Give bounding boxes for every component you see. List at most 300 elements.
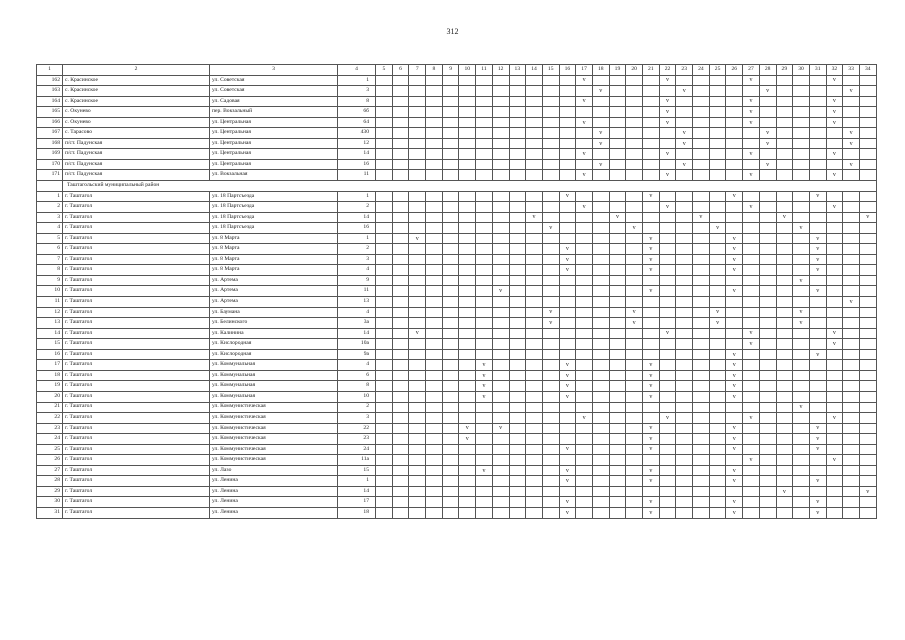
empty-cell [409, 318, 426, 329]
empty-cell [726, 212, 743, 223]
house-number: 11 [338, 286, 376, 297]
empty-cell [659, 434, 676, 445]
table-row [37, 117, 877, 128]
table-row [37, 244, 877, 255]
empty-cell [509, 149, 526, 160]
table-row [37, 202, 877, 213]
empty-cell [542, 328, 559, 339]
empty-cell [592, 507, 609, 518]
empty-cell [526, 275, 543, 286]
empty-cell [592, 423, 609, 434]
empty-cell [709, 265, 726, 276]
empty-cell [442, 297, 459, 308]
empty-cell [392, 212, 409, 223]
house-number: 14 [338, 212, 376, 223]
empty-cell [859, 455, 876, 466]
empty-cell [376, 265, 393, 276]
check-mark: v [476, 370, 493, 381]
empty-cell [442, 191, 459, 202]
empty-cell [809, 402, 826, 413]
empty-cell [626, 128, 643, 139]
table-row [37, 391, 877, 402]
table-row [37, 455, 877, 466]
empty-cell [442, 486, 459, 497]
empty-cell [693, 349, 710, 360]
empty-cell [576, 159, 593, 170]
empty-cell [409, 191, 426, 202]
row-number: 27 [37, 465, 63, 476]
empty-cell [542, 476, 559, 487]
empty-cell [442, 413, 459, 424]
check-mark: v [726, 244, 743, 255]
empty-cell [459, 455, 476, 466]
empty-cell [826, 349, 843, 360]
empty-cell [659, 128, 676, 139]
empty-cell [559, 159, 576, 170]
check-mark: v [592, 86, 609, 97]
empty-cell [776, 265, 793, 276]
street: ул. Советская [210, 75, 338, 86]
empty-cell [809, 318, 826, 329]
street: ул. Ленина [210, 497, 338, 508]
empty-cell [776, 370, 793, 381]
empty-cell [743, 265, 760, 276]
street: ул. Коммунистическая [210, 413, 338, 424]
empty-cell [442, 286, 459, 297]
empty-cell [459, 307, 476, 318]
check-mark: v [476, 465, 493, 476]
empty-cell [776, 360, 793, 371]
empty-cell [509, 486, 526, 497]
empty-cell [826, 402, 843, 413]
house-number: 64 [338, 117, 376, 128]
empty-cell [526, 318, 543, 329]
empty-cell [426, 444, 443, 455]
empty-cell [843, 75, 860, 86]
empty-cell [476, 444, 493, 455]
empty-cell [843, 149, 860, 160]
empty-cell [592, 286, 609, 297]
empty-cell [809, 159, 826, 170]
empty-cell [542, 233, 559, 244]
empty-cell [693, 476, 710, 487]
check-mark: v [659, 149, 676, 160]
empty-cell [509, 86, 526, 97]
empty-cell [693, 339, 710, 350]
empty-cell [859, 307, 876, 318]
empty-cell [509, 360, 526, 371]
empty-cell [626, 339, 643, 350]
empty-cell [676, 444, 693, 455]
empty-cell [709, 202, 726, 213]
empty-cell [459, 107, 476, 118]
check-mark: v [643, 254, 660, 265]
empty-cell [492, 149, 509, 160]
empty-cell [693, 244, 710, 255]
empty-cell [576, 265, 593, 276]
empty-cell [392, 275, 409, 286]
empty-cell [776, 149, 793, 160]
empty-cell [492, 233, 509, 244]
empty-cell [609, 391, 626, 402]
empty-cell [409, 275, 426, 286]
empty-cell [492, 191, 509, 202]
empty-cell [709, 286, 726, 297]
empty-cell [859, 507, 876, 518]
empty-cell [626, 370, 643, 381]
empty-cell [759, 434, 776, 445]
empty-cell [509, 497, 526, 508]
column-header: 34 [859, 65, 876, 76]
empty-cell [826, 233, 843, 244]
empty-cell [442, 254, 459, 265]
empty-cell [492, 307, 509, 318]
empty-cell [442, 339, 459, 350]
empty-cell [859, 107, 876, 118]
empty-cell [392, 370, 409, 381]
empty-cell [826, 476, 843, 487]
empty-cell [693, 318, 710, 329]
empty-cell [726, 202, 743, 213]
empty-cell [626, 265, 643, 276]
check-mark: v [859, 486, 876, 497]
empty-cell [659, 233, 676, 244]
empty-cell [526, 170, 543, 181]
empty-cell [626, 275, 643, 286]
empty-cell [526, 159, 543, 170]
empty-cell [626, 212, 643, 223]
street: ул. Коммунальная [210, 370, 338, 381]
empty-cell [542, 86, 559, 97]
empty-cell [542, 286, 559, 297]
empty-cell [392, 191, 409, 202]
empty-cell [426, 370, 443, 381]
empty-cell [826, 86, 843, 97]
street: ул. 18 Партсъезда [210, 191, 338, 202]
check-mark: v [793, 275, 810, 286]
empty-cell [526, 233, 543, 244]
district-name: Таштагольский муниципальный район [63, 181, 877, 192]
empty-cell [559, 128, 576, 139]
check-mark: v [476, 381, 493, 392]
column-header: 31 [809, 65, 826, 76]
empty-cell [476, 159, 493, 170]
row-number: 25 [37, 444, 63, 455]
empty-cell [576, 328, 593, 339]
empty-cell [409, 455, 426, 466]
empty-cell [659, 465, 676, 476]
empty-cell [459, 391, 476, 402]
empty-cell [426, 423, 443, 434]
row-number: 3 [37, 212, 63, 223]
empty-cell [809, 117, 826, 128]
empty-cell [459, 265, 476, 276]
table-row [37, 138, 877, 149]
empty-cell [459, 286, 476, 297]
empty-cell [476, 455, 493, 466]
empty-cell [426, 75, 443, 86]
empty-cell [592, 370, 609, 381]
empty-cell [592, 360, 609, 371]
empty-cell [442, 349, 459, 360]
table-row [37, 86, 877, 97]
empty-cell [376, 307, 393, 318]
empty-cell [526, 307, 543, 318]
empty-cell [659, 244, 676, 255]
empty-cell [793, 497, 810, 508]
empty-cell [459, 254, 476, 265]
empty-cell [426, 191, 443, 202]
empty-cell [609, 444, 626, 455]
row-number: 163 [37, 86, 63, 97]
empty-cell [476, 423, 493, 434]
empty-cell [609, 455, 626, 466]
empty-cell [426, 360, 443, 371]
empty-cell [793, 75, 810, 86]
empty-cell [459, 233, 476, 244]
empty-cell [693, 265, 710, 276]
empty-cell [542, 202, 559, 213]
empty-cell [442, 149, 459, 160]
empty-cell [459, 339, 476, 350]
empty-cell [793, 233, 810, 244]
row-number: 165 [37, 107, 63, 118]
empty-cell [709, 159, 726, 170]
empty-cell [376, 507, 393, 518]
empty-cell [693, 223, 710, 234]
empty-cell [392, 507, 409, 518]
check-mark: v [659, 75, 676, 86]
empty-cell [542, 455, 559, 466]
table-row [37, 307, 877, 318]
empty-cell [576, 465, 593, 476]
settlement: г. Таштагол [63, 391, 210, 402]
empty-cell [693, 254, 710, 265]
street: ул. Артема [210, 297, 338, 308]
check-mark: v [743, 328, 760, 339]
empty-cell [826, 223, 843, 234]
empty-cell [559, 486, 576, 497]
empty-cell [793, 328, 810, 339]
empty-cell [442, 476, 459, 487]
empty-cell [542, 444, 559, 455]
empty-cell [409, 170, 426, 181]
empty-cell [542, 297, 559, 308]
empty-cell [776, 465, 793, 476]
empty-cell [659, 159, 676, 170]
empty-cell [793, 96, 810, 107]
empty-cell [726, 75, 743, 86]
street: ул. Кислородная [210, 349, 338, 360]
empty-cell [476, 486, 493, 497]
empty-cell [776, 223, 793, 234]
empty-cell [442, 138, 459, 149]
empty-cell [659, 476, 676, 487]
check-mark: v [826, 202, 843, 213]
empty-cell [809, 149, 826, 160]
empty-cell [626, 202, 643, 213]
empty-cell [843, 233, 860, 244]
check-mark: v [843, 297, 860, 308]
empty-cell [659, 349, 676, 360]
check-mark: v [542, 307, 559, 318]
empty-cell [709, 486, 726, 497]
empty-cell [609, 86, 626, 97]
empty-cell [709, 233, 726, 244]
check-mark: v [743, 75, 760, 86]
empty-cell [609, 486, 626, 497]
house-number: 14 [338, 149, 376, 160]
empty-cell [859, 254, 876, 265]
check-mark: v [643, 370, 660, 381]
empty-cell [442, 265, 459, 276]
empty-cell [492, 370, 509, 381]
empty-cell [626, 159, 643, 170]
empty-cell [809, 128, 826, 139]
empty-cell [442, 128, 459, 139]
empty-cell [643, 275, 660, 286]
check-mark: v [809, 286, 826, 297]
empty-cell [392, 86, 409, 97]
settlement: г. Таштагол [63, 202, 210, 213]
empty-cell [643, 138, 660, 149]
empty-cell [676, 170, 693, 181]
empty-cell [592, 297, 609, 308]
empty-cell [526, 117, 543, 128]
empty-cell [542, 423, 559, 434]
table-row [37, 381, 877, 392]
check-mark: v [576, 413, 593, 424]
check-mark: v [843, 138, 860, 149]
empty-cell [843, 339, 860, 350]
empty-cell [743, 191, 760, 202]
empty-cell [509, 128, 526, 139]
house-number: 4 [338, 307, 376, 318]
empty-cell [459, 497, 476, 508]
empty-cell [376, 476, 393, 487]
empty-cell [826, 297, 843, 308]
empty-cell [476, 86, 493, 97]
empty-cell [743, 476, 760, 487]
empty-cell [809, 391, 826, 402]
empty-cell [592, 349, 609, 360]
check-mark: v [643, 497, 660, 508]
empty-cell [492, 444, 509, 455]
empty-cell [392, 265, 409, 276]
empty-cell [626, 138, 643, 149]
empty-cell [809, 339, 826, 350]
empty-cell [726, 318, 743, 329]
empty-cell [759, 275, 776, 286]
check-mark: v [743, 149, 760, 160]
empty-cell [793, 202, 810, 213]
empty-cell [509, 307, 526, 318]
empty-cell [376, 360, 393, 371]
empty-cell [592, 223, 609, 234]
empty-cell [826, 307, 843, 318]
empty-cell [376, 486, 393, 497]
settlement: г. Таштагол [63, 265, 210, 276]
empty-cell [826, 381, 843, 392]
empty-cell [659, 254, 676, 265]
empty-cell [492, 159, 509, 170]
empty-cell [609, 402, 626, 413]
house-number: 10а [338, 339, 376, 350]
empty-cell [409, 202, 426, 213]
street: ул. 8 Марта [210, 233, 338, 244]
check-mark: v [726, 497, 743, 508]
empty-cell [743, 497, 760, 508]
empty-cell [392, 497, 409, 508]
empty-cell [759, 96, 776, 107]
empty-cell [476, 212, 493, 223]
empty-cell [676, 423, 693, 434]
empty-cell [743, 128, 760, 139]
empty-cell [576, 244, 593, 255]
street: ул. Лазо [210, 465, 338, 476]
column-header: 30 [793, 65, 810, 76]
check-mark: v [826, 96, 843, 107]
empty-cell [409, 402, 426, 413]
empty-cell [409, 465, 426, 476]
empty-cell [392, 254, 409, 265]
empty-cell [376, 170, 393, 181]
settlement: п/ст. Падунская [63, 170, 210, 181]
empty-cell [759, 360, 776, 371]
empty-cell [376, 159, 393, 170]
settlement: п/ст. Падунская [63, 159, 210, 170]
empty-cell [826, 159, 843, 170]
empty-cell [542, 244, 559, 255]
empty-cell [576, 391, 593, 402]
row-number: 164 [37, 96, 63, 107]
empty-cell [843, 402, 860, 413]
empty-cell [793, 212, 810, 223]
column-header: 33 [843, 65, 860, 76]
empty-cell [476, 413, 493, 424]
empty-cell [576, 212, 593, 223]
empty-cell [476, 476, 493, 487]
empty-cell [392, 138, 409, 149]
empty-cell [476, 254, 493, 265]
empty-cell [743, 297, 760, 308]
empty-cell [376, 497, 393, 508]
empty-cell [409, 360, 426, 371]
empty-cell [793, 391, 810, 402]
empty-cell [509, 507, 526, 518]
empty-cell [409, 370, 426, 381]
empty-cell [376, 275, 393, 286]
empty-cell [609, 170, 626, 181]
check-mark: v [676, 86, 693, 97]
empty-cell [442, 96, 459, 107]
check-mark: v [809, 233, 826, 244]
check-mark: v [843, 128, 860, 139]
empty-cell [526, 107, 543, 118]
check-mark: v [826, 117, 843, 128]
empty-cell [759, 117, 776, 128]
empty-cell [809, 275, 826, 286]
check-mark: v [559, 391, 576, 402]
empty-cell [526, 455, 543, 466]
table-row [37, 360, 877, 371]
empty-cell [693, 128, 710, 139]
row-number: 11 [37, 297, 63, 308]
empty-cell [376, 96, 393, 107]
empty-cell [476, 507, 493, 518]
check-mark: v [743, 107, 760, 118]
empty-cell [743, 349, 760, 360]
